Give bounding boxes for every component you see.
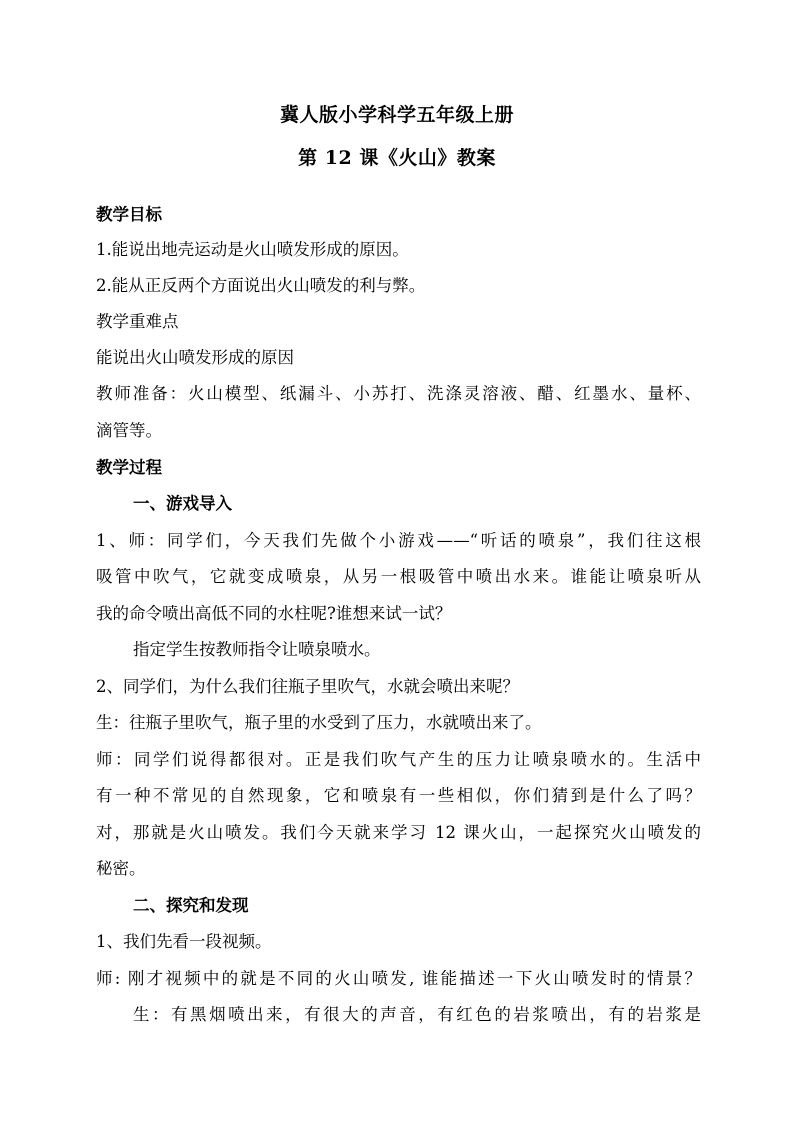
document-title: 冀人版小学科学五年级上册 [279, 104, 514, 126]
paragraph-line: 秘密。 [96, 859, 146, 878]
teacher-prep-line-2: 滴管等。 [96, 421, 162, 440]
paragraph-line: 2、同学们，为什么我们往瓶子里吹气，水就会喷出来呢？ [96, 677, 519, 696]
paragraph-line: 生：有黑烟喷出来，有很大的声音，有红色的岩浆喷出，有的岩浆是 [133, 1005, 701, 1024]
paragraph-line: 指定学生按教师指令让喷泉喷水。 [133, 640, 381, 659]
section-heading-process: 教学过程 [96, 458, 162, 477]
paragraph-line: 师：同学们说得都很对。正是我们吹气产生的压力让喷泉喷水的。生活中 [96, 750, 701, 769]
objective-2: 2.能从正反两个方面说出火山喷发的利与弊。 [96, 276, 426, 295]
paragraph-line: 有一种不常见的自然现象，它和喷泉有一些相似，你们猜到是什么了吗？ [96, 786, 701, 805]
teacher-prep-line-1: 教师准备：火山模型、纸漏斗、小苏打、洗涤灵溶液、醋、红墨水、量杯、 [96, 384, 701, 403]
section-heading-objectives: 教学目标 [96, 205, 162, 224]
paragraph-line: 对，那就是火山喷发。我们今天就来学习 12 课火山，一起探究火山喷发的 [96, 823, 701, 842]
key-points-text: 能说出火山喷发形成的原因 [96, 348, 294, 367]
paragraph-line: 1、我们先看一段视频。 [96, 932, 272, 951]
paragraph-line: 吸管中吹气，它就变成喷泉，从另一根吸管中喷出水来。谁能让喷泉听从 [96, 567, 701, 586]
subheading-explore: 二、探究和发现 [133, 896, 249, 915]
paragraph-line: 师: 刚才视频中的就是不同的火山喷发, 谁能描述一下火山喷发时的情景？ [96, 969, 701, 988]
paragraph-line: 生：往瓶子里吹气，瓶子里的水受到了压力，水就喷出来了。 [96, 713, 542, 732]
key-points-heading: 教学重难点 [96, 312, 179, 331]
paragraph-line: 我的命令喷出高低不同的水柱呢?谁想来试一试？ [96, 604, 452, 623]
objective-1: 1.能说出地壳运动是火山喷发形成的原因。 [96, 240, 409, 259]
paragraph-line: 1、师：同学们，今天我们先做个小游戏——“听话的喷泉”，我们往这根 [96, 531, 701, 550]
document-subtitle: 第 12 课《火山》教案 [298, 147, 496, 169]
subheading-game-intro: 一、游戏导入 [133, 494, 232, 513]
